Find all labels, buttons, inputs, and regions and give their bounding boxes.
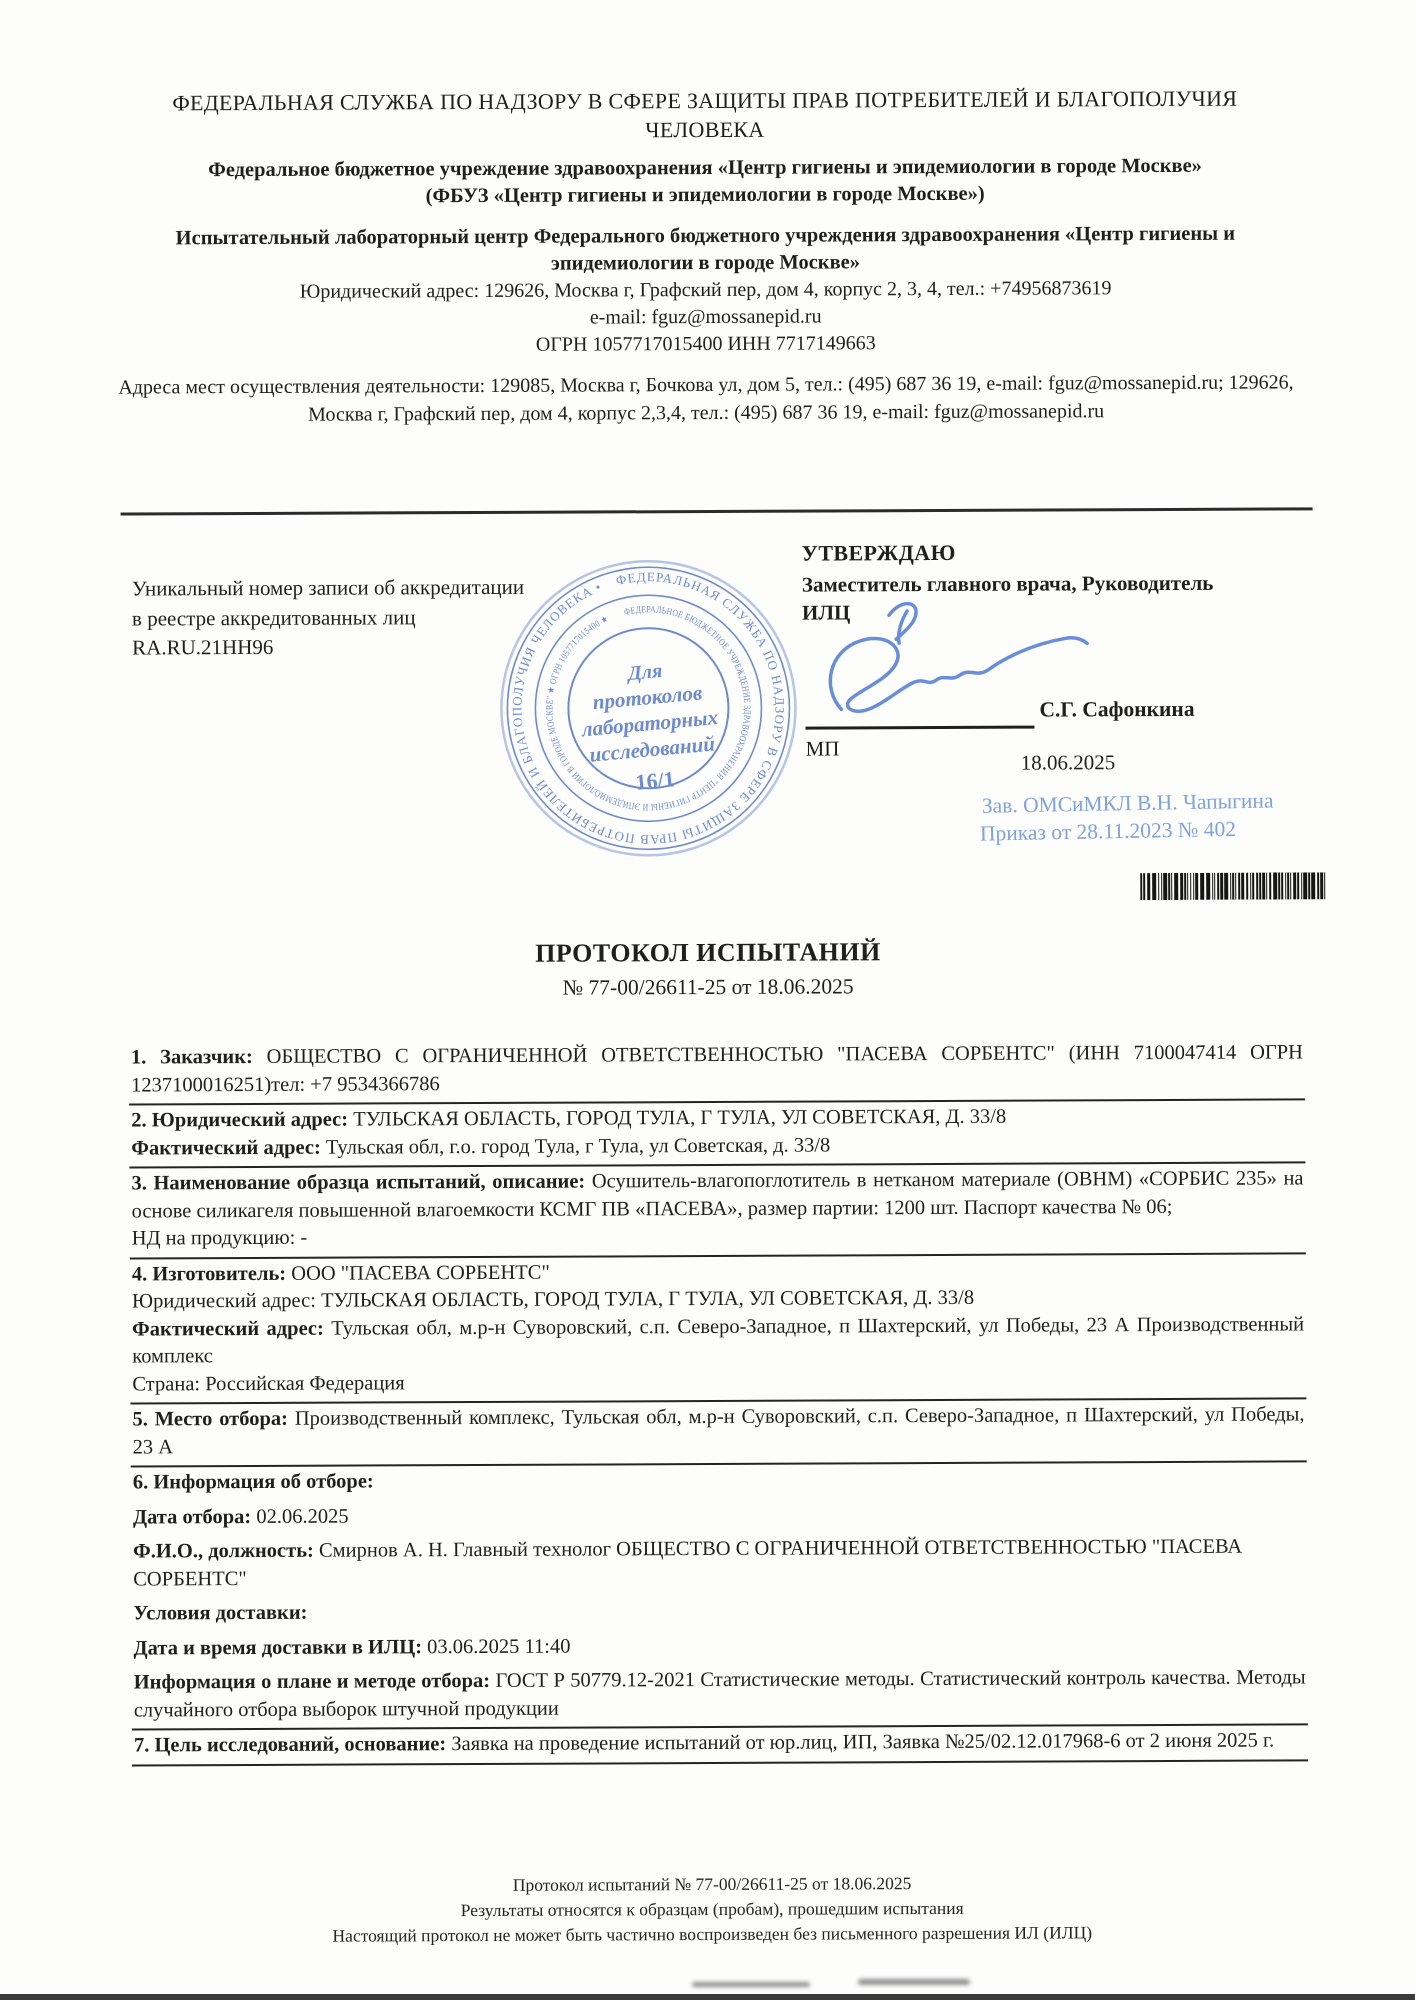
protocol-number: № 77-00/26611-25 от 18.06.2025	[562, 974, 854, 1000]
stamp-center-line3: лабораторных	[580, 704, 719, 742]
section-1-value: ОБЩЕСТВО С ОГРАНИЧЕННОЙ ОТВЕТСТВЕННОСТЬЮ "ПАСЕВА СОРБЕНТС" (ИНН 7100047414 ОГРН 1237100016251)тел: +7 9534366786	[131, 1041, 1303, 1097]
approver-position-line2: ИЛЦ	[801, 600, 851, 625]
section-5-value: Производственный комплекс, Тульская обл, м.р-н Суворовский, с.п. Северо-Западное, п Шахтерский, ул Победы, 23 А	[132, 1403, 1305, 1459]
federal-service-name	[115, 83, 1295, 146]
section-5-label: 5. Место отбора:	[132, 1407, 288, 1431]
stamp-center-line1: Для	[627, 659, 664, 685]
section-4-label: 4. Изготовитель:	[131, 1262, 287, 1286]
section-7-value: Заявка на проведение испытаний от юр.лиц, ИП, Заявка №25/02.12.017968-6 от 2 июня 2025 г.	[451, 1729, 1275, 1756]
organization-name	[115, 152, 1295, 211]
seal-mark: МП	[805, 736, 840, 761]
scan-edge-line	[0, 1994, 1415, 2000]
section-3-sample	[129, 1163, 1305, 1259]
section-4-legal-address: Юридический адрес: ТУЛЬСКАЯ ОБЛАСТЬ, ГОРОД ТУЛА, Г ТУЛА, УЛ СОВЕТСКАЯ, Д. 33/8	[131, 1286, 975, 1313]
sampler-name-value: Смирнов А. Н. Главный технолог ОБЩЕСТВО С ОГРАНИЧЕННОЙ ОТВЕТСТВЕННОСТЬЮ "ПАСЕВА СОРБЕНТС"	[133, 1535, 1243, 1591]
legal-address: Юридический адрес: 129626, Москва г, Графский пер, дом 4, корпус 2, 3, 4, тел.: +74956873619	[299, 277, 1112, 303]
round-stamp	[496, 556, 801, 861]
approve-heading: УТВЕРЖДАЮ	[801, 539, 956, 566]
section-2-label: 2. Юридический адрес:	[131, 1108, 349, 1132]
lab-center-name: Испытательный лабораторный центр Федерального бюджетного учреждения здравоохранения «Центр гигиены и эпидемиологии в городе Москве»	[175, 222, 1236, 275]
delivery-conditions-label: Условия доставки:	[133, 1601, 308, 1625]
organization-name-line1: Федеральное бюджетное учреждение здравоохранения «Центр гигиены и эпидемиологии в городе Москве»	[208, 154, 1202, 182]
header-divider	[121, 507, 1313, 515]
footer-protocol-ref: Протокол испытаний № 77-00/26611-25 от 18.06.2025	[512, 1873, 912, 1895]
section-2-actual-value: Тульская обл, г.о. город Тула, г Тула, ул Советская, д. 33/8	[325, 1133, 831, 1159]
section-5-sampling-place	[130, 1399, 1306, 1467]
stamp-center-line4: исследований	[588, 731, 716, 767]
accreditation-line1: Уникальный номер записи об аккредитации	[131, 574, 525, 601]
protocol-title: ПРОТОКОЛ ИСПЫТАНИЙ	[535, 937, 881, 968]
accreditation-number: RA.RU.21HH96	[132, 634, 274, 660]
barcode	[1140, 872, 1330, 900]
approval-date: 18.06.2025	[1020, 750, 1116, 775]
section-4-manufacturer	[130, 1254, 1307, 1405]
approver-name: С.Г. Сафонкина	[1039, 696, 1195, 722]
sampling-date-value: 02.06.2025	[256, 1505, 349, 1528]
section-1-label: 1. Заказчик:	[130, 1045, 253, 1069]
scan-smudge	[858, 1979, 970, 1985]
organization-name-line2: (ФБУЗ «Центр гигиены и эпидемиологии в городе Москве»)	[425, 182, 985, 208]
federal-service-line2: ЧЕЛОВЕКА	[645, 116, 765, 143]
section-1-customer	[129, 1037, 1305, 1105]
section-2-value: ТУЛЬСКАЯ ОБЛАСТЬ, ГОРОД ТУЛА, Г ТУЛА, УЛ СОВЕТСКАЯ, Д. 33/8	[353, 1105, 1007, 1131]
sampling-plan-label: Информация о плане и методе отбора:	[133, 1669, 491, 1694]
section-7-purpose	[132, 1725, 1308, 1766]
accreditation-line2: в реестре аккредитованных лиц	[131, 604, 416, 631]
footer-results-note: Результаты относятся к образцам (пробам), прошедшим испытания	[460, 1897, 964, 1921]
order-note: Приказ от 28.11.2023 № 402	[979, 816, 1237, 846]
delivery-datetime-value: 03.06.2025 11:40	[427, 1635, 571, 1658]
stamp-inner-ring-text: ФЕДЕРАЛЬНОЕ БЮДЖЕТНОЕ УЧРЕЖДЕНИЕ ЗДРАВООХРАНЕНИЯ "ЦЕНТР ГИГИЕНЫ И ЭПИДЕМИОЛОГИИ В ГОРОДЕ МОСКВЕ" ★ ОГРН 1057717015400 ★	[545, 605, 752, 812]
protocol-title-block	[0, 935, 1415, 1003]
protocol-sections	[129, 1037, 1308, 1766]
section-4-country: Страна: Российская Федерация	[132, 1371, 405, 1396]
activity-addresses: Адреса мест осуществления деятельности: 129085, Москва г, Бочкова ул, дом 5, тел.: (495) 687 36 19, e-mail: fguz@mossanepid.ru; 129626, Москва г, Графский пер, дом 4, корпус 2,3,4, тел.: (495) 687 36 19, e-mail: fguz@mossanepid.ru	[118, 371, 1294, 426]
section-4-actual-value: Тульская обл, м.р-н Суворовский, с.п. Северо-Западное, п Шахтерский, ул Победы, 23 А Производственный комплекс	[132, 1312, 1305, 1368]
stamp-outer-ring-text: ФЕДЕРАЛЬНАЯ СЛУЖБА ПО НАДЗОРУ В СФЕРЕ ЗАЩИТЫ ПРАВ ПОТРЕБИТЕЛЕЙ И БЛАГОПОЛУЧИЯ ЧЕЛОВЕКА •	[509, 569, 788, 848]
letterhead	[115, 83, 1296, 429]
scan-smudge	[692, 1982, 810, 1987]
section-4-actual-label: Фактический адрес:	[132, 1317, 324, 1341]
federal-service-line1: ФЕДЕРАЛЬНАЯ СЛУЖБА ПО НАДЗОРУ В СФЕРЕ ЗАЩИТЫ ПРАВ ПОТРЕБИТЕЛЕЙ И БЛАГОПОЛУЧИЯ	[172, 85, 1238, 116]
sampling-plan-value: ГОСТ Р 50779.12-2021 Статистические методы. Статистический контроль качества. Методы случайного отбора выборок штучной продукции	[133, 1666, 1306, 1722]
ogrn-inn-line: ОГРН 1057717015400 ИНН 7717149663	[535, 332, 876, 356]
section-4-value: ООО "ПАСЕВА СОРБЕНТС"	[291, 1261, 550, 1285]
sampling-date-label: Дата отбора:	[132, 1505, 252, 1529]
section-7-label: 7. Цель исследований, основание:	[133, 1733, 447, 1757]
section-3-nd: НД на продукцию: -	[131, 1226, 308, 1250]
section-3-value: Осушитель-влагопоглотитель в нетканом материале (ОВНМ) «СОРБИС 235» на основе силикагеля повышенной влагоемкости КСМГ ПВ «ПАСЕВА», размер партии: 1200 шт. Паспорт качества № 06;	[131, 1167, 1304, 1223]
section-3-label: 3. Наименование образца испытаний, описание:	[131, 1170, 586, 1195]
email-line: e-mail: fguz@mossanepid.ru	[589, 305, 822, 329]
footer-reproduction-note: Настоящий протокол не может быть частично воспроизведен без письменного разрешения ИЛ (ИЛЦ)	[332, 1922, 1093, 1946]
section-6-label: 6. Информация об отборе:	[132, 1470, 374, 1494]
stamp-center-number: 16/1	[634, 766, 676, 795]
delivery-datetime-label: Дата и время доставки в ИЛЦ:	[133, 1635, 423, 1660]
sampler-name-label: Ф.И.О., должность:	[133, 1539, 314, 1563]
section-6-sampling-info	[131, 1462, 1308, 1730]
approver-position-line1: Заместитель главного врача, Руководитель	[801, 570, 1214, 597]
section-2-legal-address	[129, 1100, 1305, 1168]
stamp-center-line2: протоколов	[591, 680, 704, 715]
page-footer	[5, 1869, 1415, 1950]
department-head-note: Зав. ОМСиМКЛ В.Н. Чапыгина	[981, 788, 1274, 818]
section-2-actual-label: Фактический адрес:	[131, 1136, 321, 1160]
